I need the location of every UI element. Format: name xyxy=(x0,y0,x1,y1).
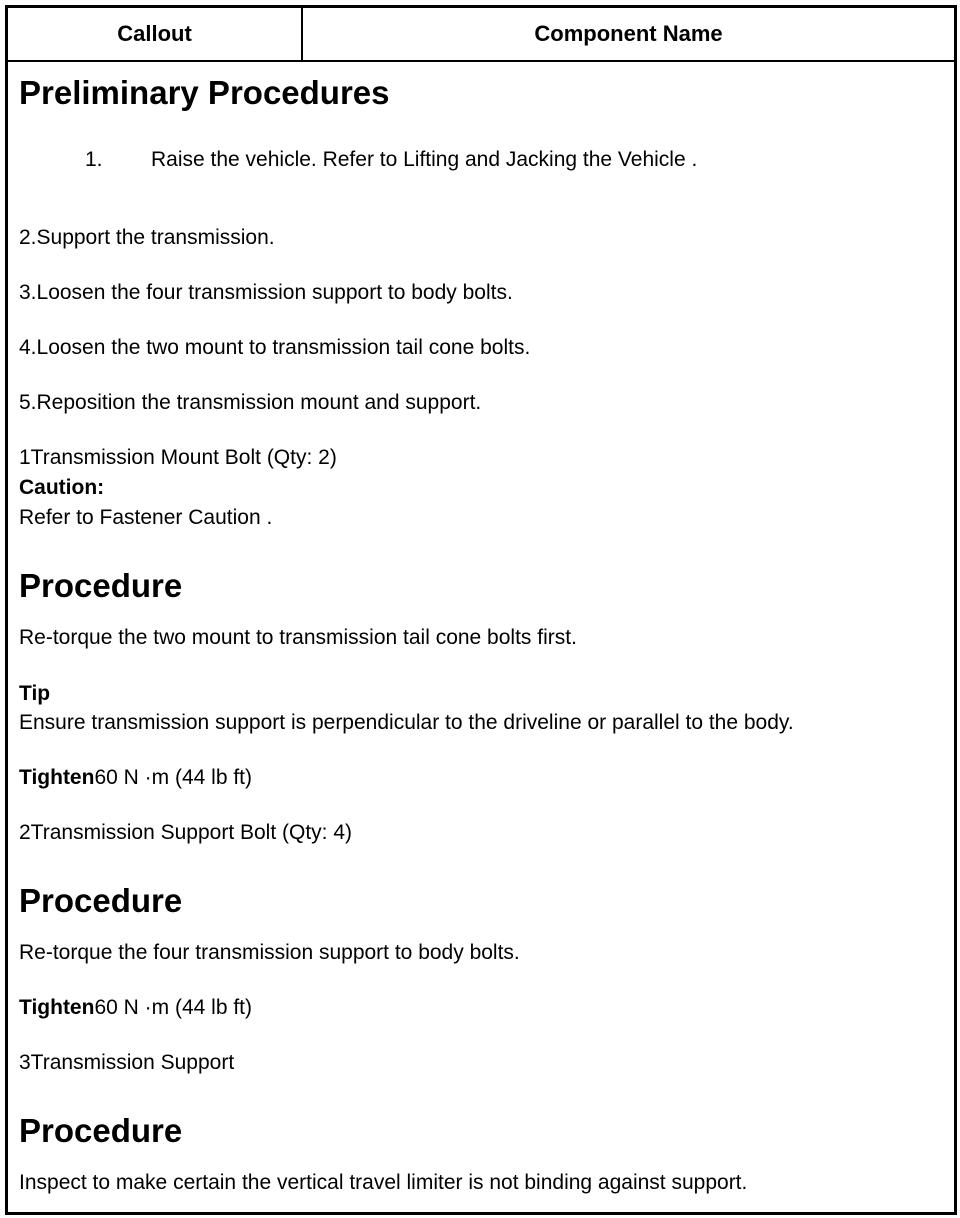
item-3-title: 3Transmission Support xyxy=(19,1051,235,1074)
procedure-content xyxy=(8,8,954,1212)
step-5: 5.Reposition the transmission mount and support. xyxy=(19,391,482,414)
item-2-procedure-text: Re-torque the four transmission support to body bolts. xyxy=(19,941,520,964)
step-2: 2.Support the transmission. xyxy=(19,226,275,249)
item-1-caution-text: Refer to Fastener Caution . xyxy=(19,506,273,529)
item-1-tighten-label: Tighten xyxy=(19,766,95,789)
item-1-caution-label: Caution: xyxy=(19,476,105,499)
document-frame xyxy=(5,5,957,1215)
item-3-procedure-text: Inspect to make certain the vertical travel limiter is not binding against support. xyxy=(19,1171,748,1194)
item-2-tighten-label: Tighten xyxy=(19,996,95,1019)
step-1-text: Raise the vehicle. Refer to Lifting and Jacking the Vehicle . xyxy=(151,148,698,171)
item-2-tighten-value: 60 N ·m (44 lb ft) xyxy=(94,996,252,1019)
item-1-tighten xyxy=(19,767,252,788)
step-1-number: 1. xyxy=(85,148,103,171)
item-2-tighten xyxy=(19,997,252,1018)
item-3-procedure-heading: Procedure xyxy=(19,1112,183,1149)
callout-column-header: Callout xyxy=(8,8,303,60)
item-1-procedure-text: Re-torque the two mount to transmission tail cone bolts first. xyxy=(19,626,577,649)
item-1-procedure-heading: Procedure xyxy=(19,567,183,604)
item-2-procedure-heading: Procedure xyxy=(19,882,183,919)
item-1-title: 1Transmission Mount Bolt (Qty: 2) xyxy=(19,446,337,469)
component-name-column-header: Component Name xyxy=(534,21,723,46)
item-1-tip-label: Tip xyxy=(19,682,51,705)
step-4: 4.Loosen the two mount to transmission tail cone bolts. xyxy=(19,336,531,359)
preliminary-procedures-heading: Preliminary Procedures xyxy=(19,74,390,111)
item-1-tip-text: Ensure transmission support is perpendicular to the driveline or parallel to the body. xyxy=(19,711,794,734)
item-1-tighten-value: 60 N ·m (44 lb ft) xyxy=(94,766,252,789)
item-2-title: 2Transmission Support Bolt (Qty: 4) xyxy=(19,821,353,844)
step-3: 3.Loosen the four transmission support to body bolts. xyxy=(19,281,513,304)
